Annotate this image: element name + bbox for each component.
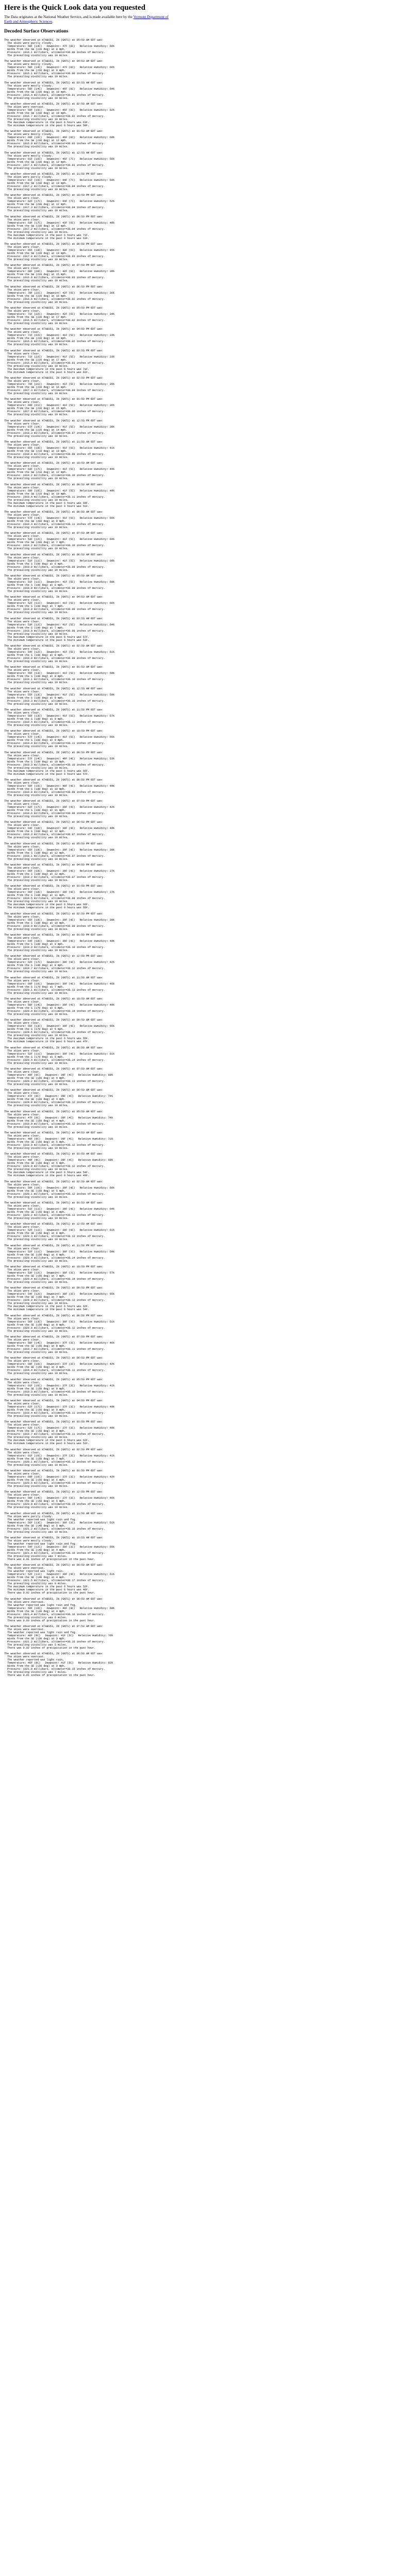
- observation-block: The weather observed at KTABS53, IN (GNTS) at 05:53 AM EDT was: The skies were partly cloudy. Temperature: 58F (14C) Dewpoint: 47F (8C) Relative Humidity: 66% Winds from the SW (220 deg) at 8 mph. Pressure: 1016.1 millibars, altimeter=30.00 inches of mercury. The prevailing visibility was 10 miles.: [4, 39, 114, 57]
- section-title: Decoded Surface Observations: [4, 29, 69, 34]
- observation-block: The weather observed at KTABS53, IN (GNTS) at 09:53 AM EDT was: The skies were clear. Temperature: 60F (16C) Dewpoint: 41F (5C) Relative Humidity: 49% Winds from the SW (210 deg) at 10 mph. Pressure: 1019.4 millibars, altimeter=30.11 inches of mercury. The prevailing visibility was 10 miles. The maximum temperature in the past 6 hours was 60F. The minimum temperature in the past 6 hours was 51F.: [4, 483, 114, 508]
- observation-block: The weather observed at KTABS53, IN (GNTS) at 10:53 PM EDT was: The skies were clear. Temperature: 53F (12C) Dewpoint: 38F (3C) Relative Humidity: 57% Winds from the SE (150 deg) at 7 mph. Pressure: 1020.4 millibars, altimeter=30.14 inches of mercury. The prevailing visibility was 10 miles.: [4, 1265, 114, 1284]
- observation-block: The weather observed at KTABS53, IN (GNTS) at 01:53 AM EDT was: The skies were mostly cloudy. Temperature: 60F (16C) Dewpoint: 46F (8C) Relative Humidity: 60% Winds from the SW (230 deg) at 12 mph. Pressure: 1016.9 millibars, altimeter=30.03 inches of mercury. The prevailing visibility was 10 miles.: [4, 130, 114, 149]
- observation-block: The weather observed at KTABS53, IN (GNTS) at 10:53 PM EDT was: The skies were clear. Temperature: 57F (14C) Dewpoint: 41F (5C) Relative Humidity: 55% Winds from the S (180 deg) at 9 mph. Pressure: 1019.4 millibars, altimeter=30.11 inches of mercury. The prevailing visibility was 10 miles.: [4, 730, 114, 749]
- observation-block: The weather observed at KTABS53, IN (GNTS) at 01:53 PM EDT was: The skies were clear. Temperature: 60F (16C) Dewpoint: 37F (3C) Relative Humidity: 42% Winds from the SE (150 deg) at 6 mph. Pressure: 1020.5 millibars, altimeter=30.14 inches of mercury. The prevailing visibility was 10 miles.: [4, 1469, 114, 1488]
- observation-block: The weather observed at KTABS53, IN (GNTS) at 04:53 AM EDT was: The skies were clear. Temperature: 48F (9C) Dewpoint: 39F (4C) Relative Humidity: 71% Winds from the SE (160 deg) at 5 mph. Pressure: 1019.9 millibars, altimeter=30.12 inches of mercury. The prevailing visibility was 10 miles.: [4, 1131, 113, 1150]
- observation-block: The weather observed at KTABS53, IN (GNTS) at 07:53 PM EDT was: The skies were clear. Temperature: 58F (14C) Dewpoint: 37F (3C) Relative Humidity: 46% Winds from the SE (150 deg) at 8 mph. Pressure: 1019.7 millibars, altimeter=30.11 inches of mercury. The prevailing visibility was 10 miles.: [4, 1335, 114, 1354]
- observation-block: The weather observed at KTABS53, IN (GNTS) at 09:53 PM EDT was: The skies were clear. Temperature: 54F (12C) Dewpoint: 38F (3C) Relative Humidity: 55% Winds from the SE (150 deg) at 7 mph. Pressure: 1020.3 millibars, altimeter=30.13 inches of mercury. The prevailing visibility was 10 miles. The maximum temperature in the past 6 hours was 62F. The minimum temperature in the past 6 hours was 54F.: [4, 1286, 114, 1312]
- observation-block: The weather observed at KTABS53, IN (GNTS) at 10:53 AM EDT was: The skies were mostly cloudy. The weather reported was light rain and fog. Temperature: 54F (12C) Dewpoint: 38F (3C) Relative Humidity: 55% Winds from the SE (140 deg) at 4 mph. Pressure: 1021.4 millibars, altimeter=30.16 inches of mercury. The prevailing visibility was 7 miles. There was 0.01 inches of precipitation in the past hour.: [4, 1536, 114, 1561]
- observation-block: The weather observed at KTABS53, IN (GNTS) at 11:53 PM EDT was: The skies were partly cloudy. Temperature: 61F (16C) Dewpoint: 44F (7C) Relative Humidity: 54% Winds from the SW (230 deg) at 13 mph. Pressure: 1017.2 millibars, altimeter=30.04 inches of mercury. The prevailing visibility was 10 miles.: [4, 172, 114, 191]
- observation-block: The weather observed at KTABS53, IN (GNTS) at 09:53 AM EDT was: The skies were clear. Temperature: 55F (13C) Dewpoint: 39F (4C) Relative Humidity: 55% Winds from the S (170 deg) at 5 mph. Pressure: 1020.5 millibars, altimeter=30.14 inches of mercury. The prevailing visibility was 10 miles. The maximum temperature in the past 6 hours was 55F. The minimum temperature in the past 6 hours was 47F.: [4, 1019, 114, 1044]
- observation-block: The weather observed at KTABS53, IN (GNTS) at 06:53 PM EDT was: The skies were clear. Temperature: 70F (21C) Dewpoint: 42F (6C) Relative Humidity: 36% Winds from the SW (220 deg) at 16 mph. Pressure: 1016.6 millibars, altimeter=30.02 inches of mercury. The prevailing visibility was 10 miles.: [4, 285, 114, 304]
- observation-block: The weather observed at KTABS53, IN (GNTS) at 11:53 AM EDT was: The skies were clear. Temperature: 60F (16C) Dewpoint: 39F (4C) Relative Humidity: 46% Winds from the S (170 deg) at 7 mph. Pressure: 1020.1 millibars, altimeter=30.13 inches of mercury. The prevailing visibility was 10 miles.: [4, 976, 114, 995]
- observation-block: The weather observed at KTABS53, IN (GNTS) at 07:53 AM EDT was: The skies were clear. Temperature: 53F (12C) Dewpoint: 41F (5C) Relative Humidity: 64% Winds from the SW (200 deg) at 7 mph. Pressure: 1019.2 millibars, altimeter=30.10 inches of mercury. The prevailing visibility was 10 miles.: [4, 532, 114, 551]
- observation-block: The weather observed at KTABS53, IN (GNTS) at 05:53 AM EDT was: The skies were clear. Temperature: 47F (8C) Dewpoint: 39F (4C) Relative Humidity: 74% Winds from the SE (160 deg) at 4 mph. Pressure: 1019.9 millibars, altimeter=30.12 inches of mercury. The prevailing visibility was 10 miles.: [4, 1110, 113, 1129]
- observation-block: The weather observed at KTABS53, IN (GNTS) at 03:53 PM EDT was: The skies were clear. Temperature: 71F (22C) Dewpoint: 41F (5C) Relative Humidity: 33% Winds from the SW (220 deg) at 17 mph. Pressure: 1016.9 millibars, altimeter=30.03 inches of mercury. The prevailing visibility was 10 miles. The maximum temperature in the past 6 hours was 71F. The minimum temperature in the past 6 hours was 61F.: [4, 349, 114, 374]
- observation-block: The weather observed at KTABS53, IN (GNTS) at 07:53 PM EDT was: The skies were clear. Temperature: 62F (17C) Dewpoint: 39F (4C) Relative Humidity: 42% Winds from the S (180 deg) at 11 mph. Pressure: 1018.6 millibars, altimeter=30.08 inches of mercury. The prevailing visibility was 10 miles.: [4, 800, 114, 819]
- observation-block: The weather observed at KTABS53, IN (GNTS) at 04:53 PM EDT was: The skies were clear. Temperature: 62F (17C) Dewpoint: 37F (3C) Relative Humidity: 40% Winds from the SE (150 deg) at 9 mph. Pressure: 1019.4 millibars, altimeter=30.11 inches of mercury. The prevailing visibility was 10 miles.: [4, 1399, 114, 1418]
- observation-block: The weather observed at KTABS53, IN (GNTS) at 11:53 PM EDT was: The skies were clear. Temperature: 56F (13C) Dewpoint: 41F (5C) Relative Humidity: 57% Winds from the S (180 deg) at 9 mph. Pressure: 1019.4 millibars, altimeter=30.11 inches of mercury. The prevailing visibility was 10 miles.: [4, 708, 114, 727]
- observation-block: The weather observed at KTABS53, IN (GNTS) at 01:53 PM EDT was: The skies were clear. Temperature: 64F (18C) Dewpoint: 39F (4C) Relative Humidity: 40% Winds from the S (180 deg) at 9 mph. Pressure: 1019.3 millibars, altimeter=30.10 inches of mercury. The prevailing visibility was 10 miles.: [4, 934, 114, 953]
- observation-block: The weather observed at KTABS53, IN (GNTS) at 09:53 AM EDT was: The skies were overcast. The weather reported was light rain. Temperature: 52F (11C) Dewpoint: 39F (4C) Relative Humidity: 61% Winds from the SE (140 deg) at 4 mph. Pressure: 1021.5 millibars, altimeter=30.17 inches of mercury. The prevailing visibility was 8 miles. The maximum temperature in the past 6 hours was 52F. The minimum temperature in the past 6 hours was 46F. There was 0.02 inches of precipitation in the past hour.: [4, 1564, 114, 1595]
- observation-block: The weather observed at KTABS53, IN (GNTS) at 02:53 AM EDT was: The skies were clear. Temperature: 54F (12C) Dewpoint: 41F (5C) Relative Humidity: 61% Winds from the S (190 deg) at 8 mph. Pressure: 1019.0 millibars, altimeter=30.09 inches of mercury. The prevailing visibility was 10 miles.: [4, 644, 114, 663]
- intro-text: [4, 15, 169, 24]
- observation-block: The weather observed at KTABS53, IN (GNTS) at 08:53 PM EDT was: The skies were clear. Temperature: 59F (15C) Dewpoint: 40F (4C) Relative Humidity: 49% Winds from the S (180 deg) at 10 mph. Pressure: 1019.0 millibars, altimeter=30.09 inches of mercury. The prevailing visibility was 10 miles.: [4, 778, 114, 797]
- observation-block: The weather observed at KTABS53, IN (GNTS) at 04:53 PM EDT was: The skies were clear. Temperature: 66F (19C) Dewpoint: 39F (4C) Relative Humidity: 37% Winds from the S (180 deg) at 12 mph. Pressure: 1018.2 millibars, altimeter=30.07 inches of mercury. The prevailing visibility was 10 miles.: [4, 863, 114, 883]
- observation-block: The weather observed at KTABS53, IN (GNTS) at 12:53 AM EDT was: The skies were mostly cloudy. Temperature: 61F (16C) Dewpoint: 45F (7C) Relative Humidity: 56% Winds from the SW (230 deg) at 12 mph. Pressure: 1017.1 millibars, altimeter=30.03 inches of mercury. The prevailing visibility was 10 miles.: [4, 151, 114, 170]
- observation-block: The weather observed at KTABS53, IN (GNTS) at 10:53 AM EDT was: The skies were clear. Temperature: 63F (17C) Dewpoint: 41F (5C) Relative Humidity: 44% Winds from the SW (210 deg) at 12 mph. Pressure: 1019.2 millibars, altimeter=30.10 inches of mercury. The prevailing visibility was 10 miles.: [4, 462, 114, 481]
- observation-block: The weather observed at KTABS53, IN (GNTS) at 06:53 PM EDT was: The skies were clear. Temperature: 64F (18C) Dewpoint: 39F (4C) Relative Humidity: 40% Winds from the S (180 deg) at 12 mph. Pressure: 1018.3 millibars, altimeter=30.07 inches of mercury. The prevailing visibility was 10 miles.: [4, 821, 114, 840]
- observation-block: The weather observed at KTABS53, IN (GNTS) at 06:53 AM EDT was: The skies were clear. Temperature: 51F (11C) Dewpoint: 41F (5C) Relative Humidity: 68% Winds from the S (190 deg) at 6 mph. Pressure: 1019.0 millibars, altimeter=30.09 inches of mercury. The prevailing visibility was 10 miles.: [4, 553, 114, 572]
- observation-block: The weather observed at KTABS53, IN (GNTS) at 03:53 AM EDT was: The skies were clear. Temperature: 53F (12C) Dewpoint: 41F (5C) Relative Humidity: 64% Winds from the S (190 deg) at 7 mph. Pressure: 1018.9 millibars, altimeter=30.09 inches of mercury. The prevailing visibility was 10 miles. The maximum temperature in the past 6 hours was 57F. The minimum temperature in the past 6 hours was 53F.: [4, 617, 114, 642]
- observation-block: The weather observed at KTABS53, IN (GNTS) at 06:53 AM EDT was: The skies were overcast. The weather reported was light rain. Temperature: 46F (8C) Dewpoint: 41F (5C) Relative Humidity: 82% Winds from the SE (130 deg) at 3 mph. Pressure: 1021.0 millibars, altimeter=30.15 inches of mercury. The prevailing visibility was 7 miles. There was 0.01 inches of precipitation in the past hour.: [4, 1652, 113, 1677]
- observation-block: The weather observed at KTABS53, IN (GNTS) at 09:53 PM EDT was: The skies were clear. Temperature: 63F (17C) Dewpoint: 43F (6C) Relative Humidity: 48% Winds from the SW (230 deg) at 13 mph. Pressure: 1017.2 millibars, altimeter=30.04 inches of mercury. The prevailing visibility was 10 miles. The maximum temperature in the past 6 hours was 71F. The minimum temperature in the past 6 hours was 63F.: [4, 215, 114, 240]
- observation-block: The weather observed at KTABS53, IN (GNTS) at 04:53 PM EDT was: The skies were clear. Temperature: 71F (22C) Dewpoint: 41F (5C) Relative Humidity: 33% Winds from the SW (220 deg) at 18 mph. Pressure: 1016.6 millibars, altimeter=30.02 inches of mercury. The prevailing visibility was 10 miles.: [4, 328, 114, 347]
- observation-list: [4, 39, 398, 1677]
- observation-block: The weather observed at KTABS53, IN (GNTS) at 04:53 AM EDT was: The skies were mostly cloudy. Temperature: 58F (14C) Dewpoint: 47F (8C) Relative Humidity: 66% Winds from the SW (220 deg) at 9 mph. Pressure: 1016.1 millibars, altimeter=30.00 inches of mercury. The prevailing visibility was 10 miles.: [4, 60, 114, 79]
- observation-block: The weather observed at KTABS53, IN (GNTS) at 03:53 PM EDT was: The skies were clear. Temperature: 66F (19C) Dewpoint: 39F (4C) Relative Humidity: 37% Winds from the S (180 deg) at 11 mph. Pressure: 1018.5 millibars, altimeter=30.08 inches of mercury. The prevailing visibility was 10 miles. The maximum temperature in the past 6 hours was 66F. The minimum temperature in the past 6 hours was 55F.: [4, 885, 114, 910]
- observation-block: The weather observed at KTABS53, IN (GNTS) at 05:53 PM EDT was: The skies were clear. Temperature: 71F (22C) Dewpoint: 42F (6C) Relative Humidity: 34% Winds from the SW (220 deg) at 17 mph. Pressure: 1016.5 millibars, altimeter=30.02 inches of mercury. The prevailing visibility was 10 miles.: [4, 306, 114, 325]
- observation-block: The weather observed at KTABS53, IN (GNTS) at 04:53 AM EDT was: The skies were clear. Temperature: 52F (11C) Dewpoint: 41F (5C) Relative Humidity: 66% Winds from the S (190 deg) at 7 mph. Pressure: 1018.8 millibars, altimeter=30.09 inches of mercury. The prevailing visibility was 10 miles.: [4, 596, 114, 615]
- observation-block: The weather observed at KTABS53, IN (GNTS) at 08:53 AM EDT was: The skies were overcast. The weather reported was light rain and fog. Temperature: 50F (10C) Dewpoint: 40F (4C) Relative Humidity: 68% Winds from the SE (130 deg) at 4 mph. Pressure: 1021.4 millibars, altimeter=30.16 inches of mercury. The prevailing visibility was 6 miles. There was 0.03 inches of precipitation in the past hour.: [4, 1597, 114, 1622]
- observation-block: The weather observed at KTABS53, IN (GNTS) at 01:53 AM EDT was: The skies were clear. Temperature: 55F (13C) Dewpoint: 41F (5C) Relative Humidity: 59% Winds from the S (190 deg) at 8 mph. Pressure: 1019.1 millibars, altimeter=30.10 inches of mercury. The prevailing visibility was 10 miles.: [4, 666, 114, 685]
- observation-block: The weather observed at KTABS53, IN (GNTS) at 11:53 AM EDT was: The skies were clear. Temperature: 65F (18C) Dewpoint: 41F (5C) Relative Humidity: 41% Winds from the SW (210 deg) at 13 mph. Pressure: 1018.8 millibars, altimeter=30.09 inches of mercury. The prevailing visibility was 10 miles.: [4, 440, 114, 459]
- observation-block: The weather observed at KTABS53, IN (GNTS) at 08:53 AM EDT was: The skies were clear. Temperature: 57F (14C) Dewpoint: 41F (5C) Relative Humidity: 55% Winds from the SW (200 deg) at 9 mph. Pressure: 1019.4 millibars, altimeter=30.11 inches of mercury. The prevailing visibility was 10 miles.: [4, 510, 114, 529]
- observation-block: The weather observed at KTABS53, IN (GNTS) at 12:53 PM EDT was: The skies were clear. Temperature: 67F (19C) Dewpoint: 41F (5C) Relative Humidity: 38% Winds from the SW (220 deg) at 14 mph. Pressure: 1018.3 millibars, altimeter=30.07 inches of mercury. The prevailing visibility was 10 miles.: [4, 419, 114, 438]
- department-link[interactable]: Vermont Department of Earth and Atmospheric Sciences: [4, 15, 169, 24]
- observation-block: The weather observed at KTABS53, IN (GNTS) at 02:53 AM EDT was: The skies were clear. Temperature: 50F (10C) Dewpoint: 39F (4C) Relative Humidity: 66% Winds from the SE (150 deg) at 5 mph. Pressure: 1020.1 millibars, altimeter=30.12 inches of mercury. The prevailing visibility was 10 miles.: [4, 1180, 114, 1199]
- observation-block: The weather observed at KTABS53, IN (GNTS) at 12:53 PM EDT was: The skies were clear. Temperature: 58F (14C) Dewpoint: 37F (3C) Relative Humidity: 46% Winds from the SE (150 deg) at 5 mph. Pressure: 1020.9 millibars, altimeter=30.15 inches of mercury. The prevailing visibility was 10 miles.: [4, 1490, 114, 1510]
- observation-block: The weather observed at KTABS53, IN (GNTS) at 11:53 PM EDT was: The skies were clear. Temperature: 52F (11C) Dewpoint: 38F (3C) Relative Humidity: 59% Winds from the SE (150 deg) at 6 mph. Pressure: 1020.4 millibars, altimeter=30.14 inches of mercury. The prevailing visibility was 10 miles.: [4, 1244, 114, 1263]
- observation-block: The weather observed at KTABS53, IN (GNTS) at 08:53 AM EDT was: The skies were clear. Temperature: 52F (11C) Dewpoint: 39F (4C) Relative Humidity: 61% Winds from the S (170 deg) at 5 mph. Pressure: 1020.4 millibars, altimeter=30.14 inches of mercury. The prevailing visibility was 10 miles.: [4, 1046, 114, 1065]
- observation-block: The weather observed at KTABS53, IN (GNTS) at 03:53 AM EDT was: The skies were clear. Temperature: 49F (9C) Dewpoint: 39F (4C) Relative Humidity: 68% Winds from the SE (160 deg) at 5 mph. Pressure: 1020.0 millibars, altimeter=30.12 inches of mercury. The prevailing visibility was 10 miles. The maximum temperature in the past 6 hours was 54F. The minimum temperature in the past 6 hours was 49F.: [4, 1153, 113, 1178]
- observation-block: The weather observed at KTABS53, IN (GNTS) at 12:53 PM EDT was: The skies were clear. Temperature: 62F (17C) Dewpoint: 39F (4C) Relative Humidity: 42% Winds from the S (180 deg) at 8 mph. Pressure: 1019.7 millibars, altimeter=30.12 inches of mercury. The prevailing visibility was 10 miles.: [4, 955, 114, 974]
- observation-block: The weather observed at KTABS53, IN (GNTS) at 02:53 PM EDT was: The skies were clear. Temperature: 61F (16C) Dewpoint: 37F (3C) Relative Humidity: 41% Winds from the SE (150 deg) at 7 mph. Pressure: 1020.1 millibars, altimeter=30.12 inches of mercury. The prevailing visibility was 10 miles.: [4, 1448, 114, 1467]
- observation-block: The weather observed at KTABS53, IN (GNTS) at 09:53 PM EDT was: The skies were clear. Temperature: 57F (14C) Dewpoint: 40F (4C) Relative Humidity: 53% Winds from the S (180 deg) at 10 mph. Pressure: 1019.3 millibars, altimeter=30.10 inches of mercury. The prevailing visibility was 10 miles. The maximum temperature in the past 6 hours was 66F. The minimum temperature in the past 6 hours was 57F.: [4, 751, 114, 776]
- observation-block: The weather observed at KTABS53, IN (GNTS) at 01:53 AM EDT was: The skies were clear. Temperature: 51F (11C) Dewpoint: 39F (4C) Relative Humidity: 64% Winds from the SE (150 deg) at 6 mph. Pressure: 1020.2 millibars, altimeter=30.13 inches of mercury. The prevailing visibility was 10 miles.: [4, 1201, 114, 1221]
- observation-block: The weather observed at KTABS53, IN (GNTS) at 07:53 AM EDT was: The skies were overcast. The weather reported was light rain and fog. Temperature: 48F (9C) Dewpoint: 41F (5C) Relative Humidity: 76% Winds from the SE (130 deg) at 3 mph. Pressure: 1021.2 millibars, altimeter=30.16 inches of mercury. The prevailing visibility was 5 miles. There was 0.02 inches of precipitation in the past hour.: [4, 1624, 113, 1650]
- observation-block: The weather observed at KTABS53, IN (GNTS) at 10:53 AM EDT was: The skies were clear. Temperature: 58F (14C) Dewpoint: 39F (4C) Relative Humidity: 49% Winds from the S (170 deg) at 6 mph. Pressure: 1020.4 millibars, altimeter=30.14 inches of mercury. The prevailing visibility was 10 miles.: [4, 997, 114, 1016]
- observation-block: The weather observed at KTABS53, IN (GNTS) at 12:53 AM EDT was: The skies were clear. Temperature: 55F (13C) Dewpoint: 41F (5C) Relative Humidity: 59% Winds from the S (180 deg) at 8 mph. Pressure: 1019.3 millibars, altimeter=30.10 inches of mercury. The prevailing visibility was 10 miles.: [4, 687, 114, 706]
- intro-suffix: .: [52, 20, 54, 24]
- page-title: Here is the Quick Look data you requested: [4, 4, 146, 12]
- observation-block: The weather observed at KTABS53, IN (GNTS) at 11:53 AM EDT was: The skies were partly cloudy. The weather reported was light rain and fog. Temperature: 56F (13C) Dewpoint: 38F (3C) Relative Humidity: 51% Winds from the SE (140 deg) at 5 mph. Pressure: 1021.2 millibars, altimeter=30.16 inches of mercury. The prevailing visibility was 10 miles.: [4, 1512, 114, 1534]
- observation-block: The weather observed at KTABS53, IN (GNTS) at 02:53 PM EDT was: The skies were clear. Temperature: 65F (18C) Dewpoint: 39F (4C) Relative Humidity: 38% Winds from the S (180 deg) at 10 mph. Pressure: 1018.9 millibars, altimeter=30.09 inches of mercury. The prevailing visibility was 10 miles.: [4, 912, 114, 931]
- observation-block: The weather observed at KTABS53, IN (GNTS) at 08:53 PM EDT was: The skies were clear. Temperature: 65F (18C) Dewpoint: 43F (6C) Relative Humidity: 45% Winds from the SW (220 deg) at 13 mph. Pressure: 1017.0 millibars, altimeter=30.03 inches of mercury. The prevailing visibility was 10 miles.: [4, 242, 114, 261]
- observation-block: The weather observed at KTABS53, IN (GNTS) at 01:53 PM EDT was: The skies were clear. Temperature: 69F (21C) Dewpoint: 41F (5C) Relative Humidity: 36% Winds from the SW (220 deg) at 15 mph. Pressure: 1017.8 millibars, altimeter=30.06 inches of mercury. The prevailing visibility was 10 miles.: [4, 398, 114, 417]
- observation-block: The weather observed at KTABS53, IN (GNTS) at 02:53 PM EDT was: The skies were clear. Temperature: 70F (21C) Dewpoint: 41F (5C) Relative Humidity: 35% Winds from the SW (220 deg) at 16 mph. Pressure: 1017.3 millibars, altimeter=30.04 inches of mercury. The prevailing visibility was 10 miles.: [4, 376, 114, 395]
- observation-block: The weather observed at KTABS53, IN (GNTS) at 06:53 AM EDT was: The skies were clear. Temperature: 47F (8C) Dewpoint: 39F (4C) Relative Humidity: 74% Winds from the SE (160 deg) at 4 mph. Pressure: 1020.0 millibars, altimeter=30.12 inches of mercury. The prevailing visibility was 10 miles.: [4, 1089, 113, 1108]
- observation-block: The weather observed at KTABS53, IN (GNTS) at 05:53 PM EDT was: The skies were clear. Temperature: 65F (18C) Dewpoint: 39F (4C) Relative Humidity: 38% Winds from the S (180 deg) at 12 mph. Pressure: 1018.1 millibars, altimeter=30.07 inches of mercury. The prevailing visibility was 10 miles.: [4, 842, 114, 861]
- observation-block: The weather observed at KTABS53, IN (GNTS) at 05:53 AM EDT was: The skies were clear. Temperature: 51F (11C) Dewpoint: 41F (5C) Relative Humidity: 68% Winds from the S (190 deg) at 6 mph. Pressure: 1018.8 millibars, altimeter=30.09 inches of mercury. The prevailing visibility was 10 miles.: [4, 574, 114, 593]
- observation-block: The weather observed at KTABS53, IN (GNTS) at 07:53 AM EDT was: The skies were clear. Temperature: 49F (9C) Dewpoint: 39F (4C) Relative Humidity: 68% Winds from the SE (160 deg) at 4 mph. Pressure: 1020.2 millibars, altimeter=30.13 inches of mercury. The prevailing visibility was 10 miles.: [4, 1067, 113, 1087]
- observation-block: The weather observed at KTABS53, IN (GNTS) at 03:53 AM EDT was: The skies were mostly cloudy. Temperature: 58F (14C) Dewpoint: 46F (8C) Relative Humidity: 64% Winds from the SW (230 deg) at 10 mph. Pressure: 1016.4 millibars, altimeter=30.01 inches of mercury. The prevailing visibility was 10 miles.: [4, 81, 114, 100]
- observation-block: The weather observed at KTABS53, IN (GNTS) at 06:53 PM EDT was: The skies were clear. Temperature: 60F (16C) Dewpoint: 37F (3C) Relative Humidity: 42% Winds from the SE (150 deg) at 9 mph. Pressure: 1019.4 millibars, altimeter=30.11 inches of mercury. The prevailing visibility was 10 miles.: [4, 1357, 114, 1376]
- observation-block: The weather observed at KTABS53, IN (GNTS) at 08:53 PM EDT was: The skies were clear. Temperature: 56F (13C) Dewpoint: 38F (3C) Relative Humidity: 51% Winds from the SE (150 deg) at 8 mph. Pressure: 1020.0 millibars, altimeter=30.12 inches of mercury. The prevailing visibility was 10 miles.: [4, 1314, 114, 1333]
- observation-block: The weather observed at KTABS53, IN (GNTS) at 10:53 PM EDT was: The skies were clear. Temperature: 62F (17C) Dewpoint: 44F (7C) Relative Humidity: 52% Winds from the SW (230 deg) at 12 mph. Pressure: 1017.3 millibars, altimeter=30.04 inches of mercury. The prevailing visibility was 10 miles.: [4, 194, 114, 213]
- observation-block: The weather observed at KTABS53, IN (GNTS) at 05:53 PM EDT was: The skies were clear. Temperature: 61F (16C) Dewpoint: 37F (3C) Relative Humidity: 41% Winds from the SE (150 deg) at 9 mph. Pressure: 1019.3 millibars, altimeter=30.10 inches of mercury. The prevailing visibility was 10 miles.: [4, 1378, 114, 1397]
- observation-block: The weather observed at KTABS53, IN (GNTS) at 07:53 PM EDT was: The skies were clear. Temperature: 68F (20C) Dewpoint: 42F (6C) Relative Humidity: 39% Winds from the SW (220 deg) at 15 mph. Pressure: 1016.8 millibars, altimeter=30.03 inches of mercury. The prevailing visibility was 10 miles.: [4, 264, 114, 283]
- observation-block: The weather observed at KTABS53, IN (GNTS) at 03:53 PM EDT was: The skies were clear. Temperature: 62F (17C) Dewpoint: 37F (3C) Relative Humidity: 40% Winds from the SE (150 deg) at 8 mph. Pressure: 1019.7 millibars, altimeter=30.11 inches of mercury. The prevailing visibility was 10 miles. The maximum temperature in the past 6 hours was 62F. The minimum temperature in the past 6 hours was 51F.: [4, 1420, 114, 1446]
- observation-block: The weather observed at KTABS53, IN (GNTS) at 12:53 AM EDT was: The skies were clear. Temperature: 52F (11C) Dewpoint: 39F (4C) Relative Humidity: 61% Winds from the SE (150 deg) at 6 mph. Pressure: 1020.3 millibars, altimeter=30.13 inches of mercury. The prevailing visibility was 10 miles.: [4, 1223, 114, 1242]
- intro-prefix: The Data originates at the National Weather Service, and is made available here by the: [4, 15, 133, 19]
- observation-block: The weather observed at KTABS53, IN (GNTS) at 02:53 AM EDT was: The skies were overcast. Temperature: 59F (15C) Dewpoint: 46F (8C) Relative Humidity: 62% Winds from the SW (230 deg) at 10 mph. Pressure: 1016.7 millibars, altimeter=30.02 inches of mercury. The prevailing visibility was 10 miles. The maximum temperature in the past 6 hours was 63F. The minimum temperature in the past 6 hours was 58F.: [4, 102, 114, 127]
